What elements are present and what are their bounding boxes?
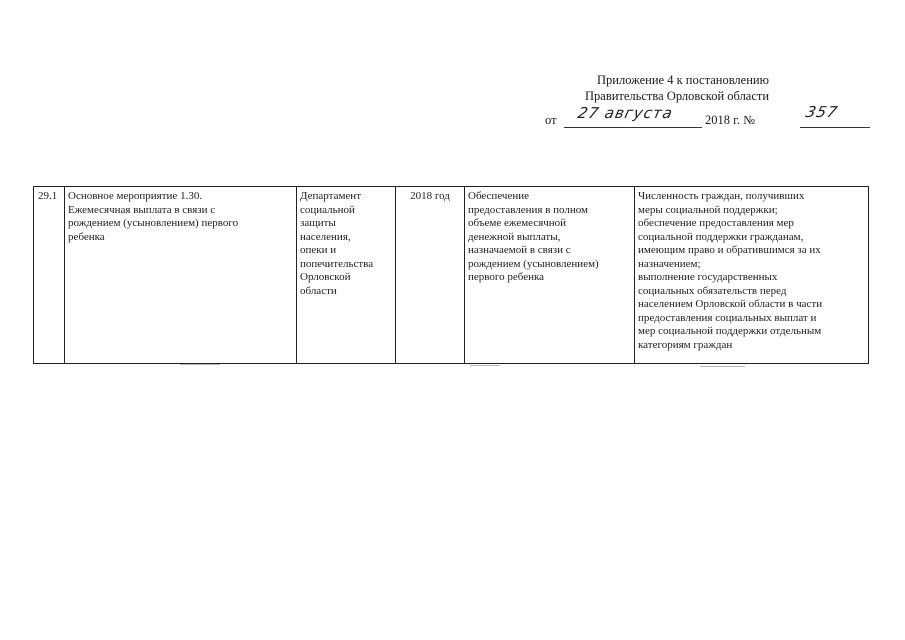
- handwritten-date: 27 августа: [576, 104, 675, 122]
- row-number-cell: [34, 187, 65, 364]
- event-cell: [65, 187, 297, 364]
- indicator-cell: [635, 187, 869, 364]
- scan-artifact: [470, 365, 500, 366]
- date-field: [564, 104, 702, 128]
- event-text: Основное мероприятие 1.30. Ежемесячная выплата в связи с рождением (усыновлением) первого ребенка: [68, 190, 239, 243]
- appendix-title: Приложение 4 к постановлению: [597, 73, 769, 87]
- result-text: Обеспечение предоставления в полном объеме ежемесячной денежной выплаты, назначаемой в связи с рождением (усыновлением) первого ребенка: [468, 190, 599, 283]
- program-table: [33, 186, 869, 364]
- measures-table: [33, 186, 869, 364]
- year-text: 2018 год: [410, 190, 450, 202]
- department-cell: [297, 187, 396, 364]
- scan-artifact: [700, 366, 745, 367]
- indicator-text: Численность граждан, получивших меры социальной поддержки; обеспечение предоставления мер социальной поддержки гражданам, имеющим право и обратившимся за их назначением; выполнение государственных социальных обязательств перед населением Орловской области в части предоставления социальных выплат и мер социальной поддержки отдельным категориям граждан: [638, 190, 823, 351]
- year-cell: [396, 187, 465, 364]
- result-cell: [465, 187, 635, 364]
- department-text: Департамент социальной защиты населения, опеки и попечительства Орловской области: [300, 190, 374, 297]
- row-number: 29.1: [38, 190, 58, 202]
- from-prefix: от: [545, 113, 557, 127]
- year-number-label: 2018 г. №: [705, 113, 756, 127]
- number-field: [800, 103, 870, 128]
- table-row: [34, 187, 869, 364]
- date-number-line: [545, 103, 885, 131]
- appendix-authority: Правительства Орловской области: [585, 89, 770, 103]
- scan-artifact: [180, 364, 220, 365]
- handwritten-number: 357: [803, 103, 841, 121]
